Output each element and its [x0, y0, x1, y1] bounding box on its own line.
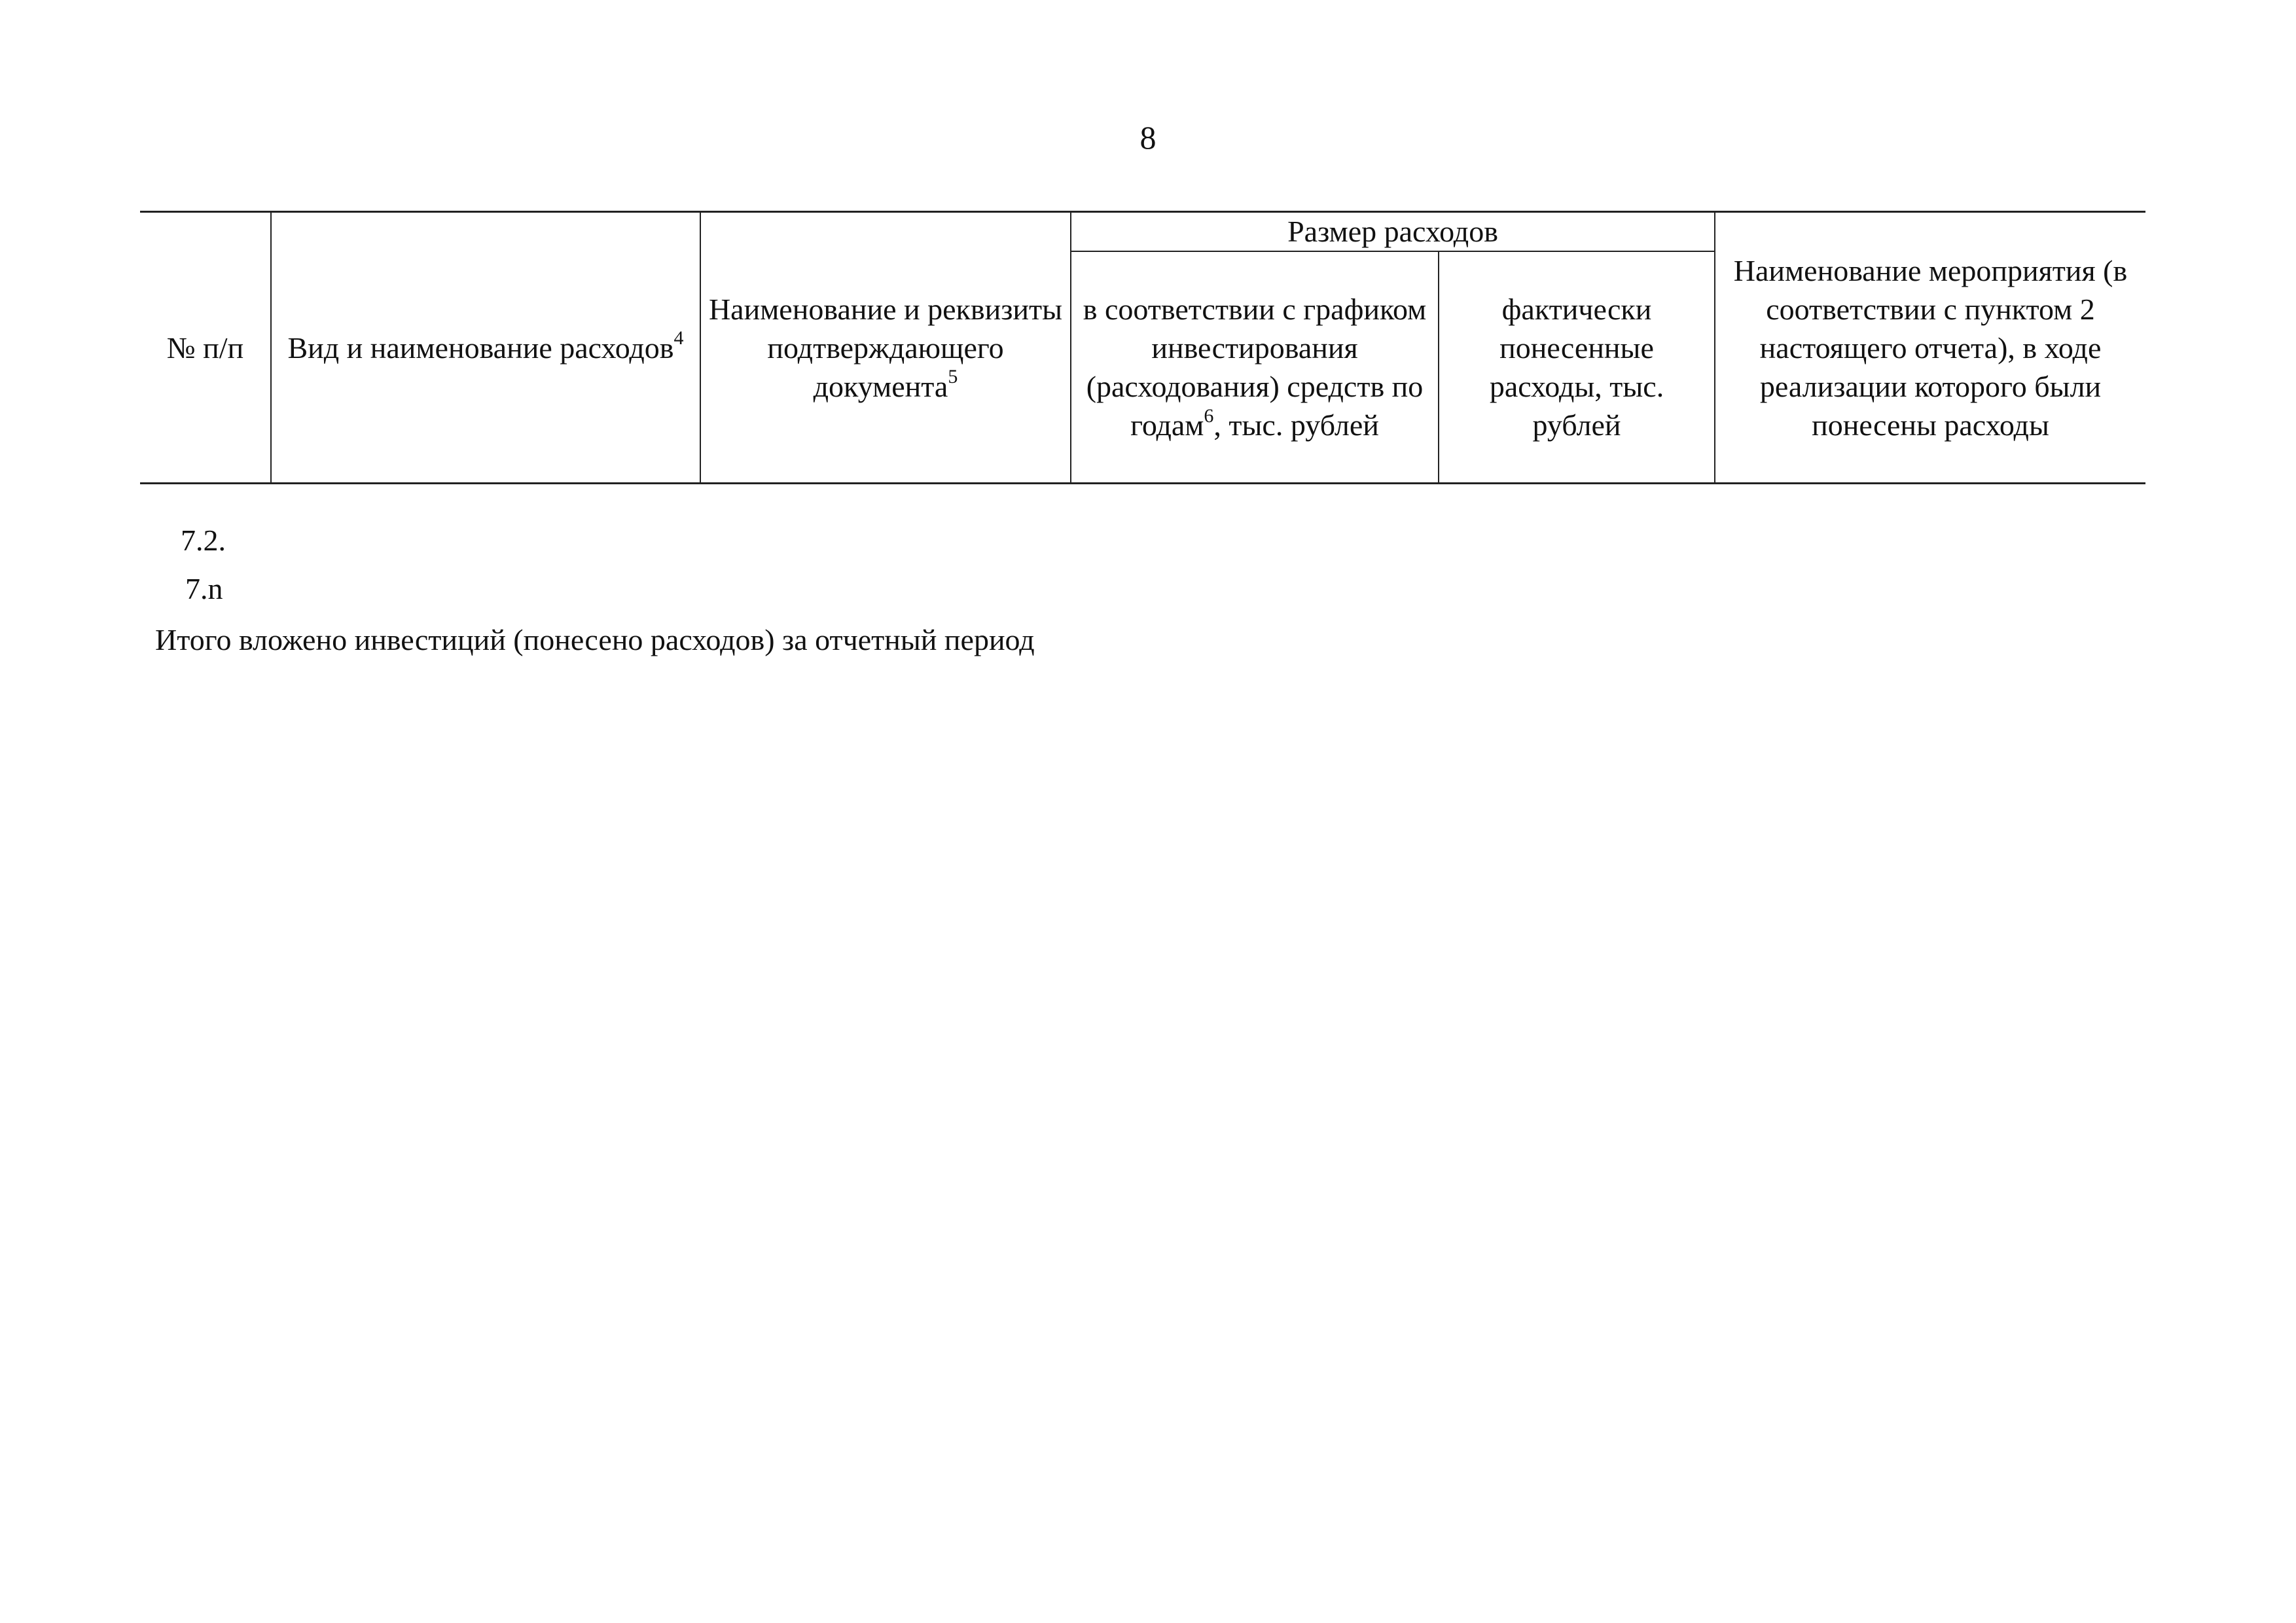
- header-event-label: Наименование мероприятия (в соответствии с пунктом 2 настоящего отчета), в ходе реализации которого были понесены расходы: [1733, 253, 2128, 442]
- header-schedule-unit: , тыс. рублей: [1213, 408, 1379, 442]
- total-line: Итого вложено инвестиций (понесено расходов) за отчетный период: [155, 623, 1035, 656]
- header-amount-group: [1071, 212, 1715, 252]
- header-schedule-label: в соответствии с графиком инвестирования (расходования) средств по годам: [1083, 293, 1427, 442]
- header-type-name-label: Вид и наименование расходов: [287, 330, 674, 365]
- footnote-4: 4: [673, 327, 684, 349]
- footnote-6: 6: [1204, 404, 1214, 427]
- header-schedule: [1071, 251, 1439, 484]
- header-document: [700, 212, 1071, 484]
- header-actual-label: фактически понесенные расходы, тыс. рублей: [1489, 293, 1664, 442]
- header-number: [140, 212, 271, 484]
- header-event: [1715, 212, 2145, 484]
- header-amount-group-label: Размер расходов: [1287, 215, 1498, 248]
- expense-table: [140, 211, 2145, 484]
- header-actual: [1439, 251, 1715, 484]
- header-document-label: Наименование и реквизиты подтверждающего документа: [708, 292, 1063, 403]
- row-label-7-n: 7.n: [185, 572, 223, 605]
- header-type-name: [271, 212, 700, 484]
- page-number: 8: [1139, 119, 1157, 156]
- row-label-7-2: 7.2.: [181, 524, 226, 557]
- header-number-label: № п/п: [166, 330, 244, 365]
- footnote-5: 5: [948, 366, 958, 388]
